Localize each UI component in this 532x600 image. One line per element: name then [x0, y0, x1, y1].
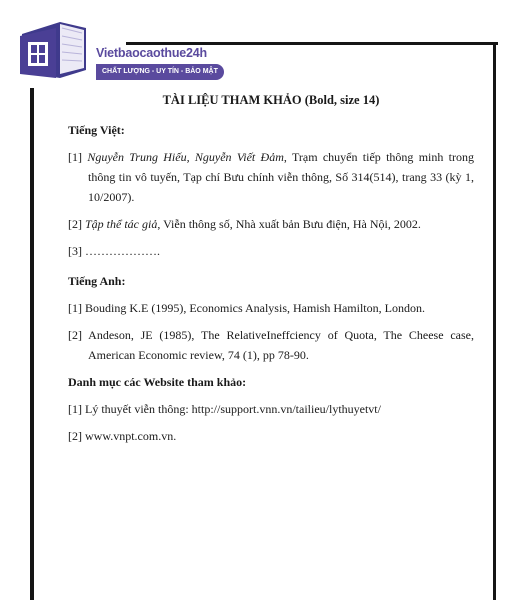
reference-number: [1]	[68, 402, 82, 416]
section-heading-english: Tiếng Anh:	[68, 274, 126, 288]
reference-item	[68, 426, 474, 446]
reference-number: [3]	[68, 244, 82, 258]
reference-number: [1]	[68, 150, 82, 164]
reference-text: Lý thuyết viễn thông: http://support.vnn.vn/tailieu/lythuyetvt/	[85, 402, 381, 416]
reference-text: www.vnpt.com.vn.	[85, 429, 177, 443]
reference-number: [1]	[68, 301, 82, 315]
watermark-slogan: CHẤT LƯỢNG - UY TÍN - BẢO MẬT	[96, 64, 224, 80]
watermark-site-name: Vietbaocaothue24h	[96, 46, 207, 60]
watermark-logo	[16, 14, 218, 84]
reference-item	[68, 241, 474, 261]
reference-text: Andeson, JE (1985), The RelativeIneffciency of Quota, The Cheese case, American Economic review, 74 (1), pp 78-90.	[88, 328, 474, 362]
reference-number: [2]	[68, 328, 82, 342]
reference-item	[68, 298, 474, 318]
reference-item	[68, 214, 474, 234]
section-heading-vietnamese: Tiếng Việt:	[68, 123, 125, 137]
reference-text: Bouding K.E (1995), Economics Analysis, Hamish Hamilton, London.	[85, 301, 425, 315]
reference-text: , Viễn thông số, Nhà xuất bản Bưu điện, Hà Nội, 2002.	[157, 217, 421, 231]
reference-item	[68, 147, 474, 207]
reference-authors: Tập thể tác giả	[85, 217, 158, 231]
reference-number: [2]	[68, 429, 82, 443]
page-border-left	[30, 88, 34, 600]
reference-text: ……………….	[85, 244, 160, 258]
reference-item	[68, 399, 474, 419]
document-content	[68, 90, 474, 453]
reference-authors: Nguyễn Trung Hiếu, Nguyễn Viết Đảm	[87, 150, 284, 164]
reference-text: , Trạm chuyển tiếp thông minh trong thông tin vô tuyến, Tạp chí Bưu chính viễn thông, Số 314(514), trang 33 (kỳ 1, 10/2007).	[88, 150, 475, 204]
reference-number: [2]	[68, 217, 82, 231]
page-border-right	[493, 42, 496, 600]
document-title: TÀI LIỆU THAM KHẢO (Bold, size 14)	[162, 93, 380, 107]
reference-item	[68, 325, 474, 365]
book-logo-icon	[16, 14, 96, 84]
section-heading-websites: Danh mục các Website tham khảo:	[68, 375, 247, 389]
